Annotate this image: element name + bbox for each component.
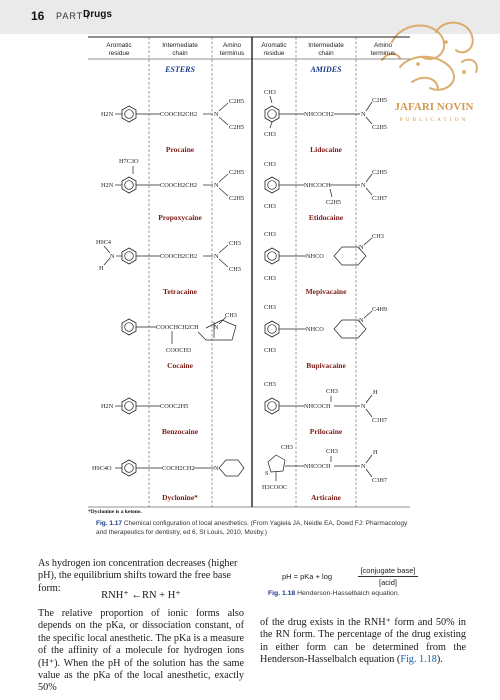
prilocaine-name: Prilocaine — [309, 427, 343, 436]
hdr-l-aromatic-2: residue — [108, 50, 130, 57]
svg-text:COOC2H5: COOC2H5 — [160, 403, 189, 410]
svg-text:C2H5: C2H5 — [372, 97, 388, 104]
svg-text:C2H5: C2H5 — [229, 195, 245, 202]
equation-caption-text: Henderson-Hasselbalch equation. — [297, 590, 400, 597]
equation-caption — [268, 590, 400, 597]
svg-text:COOCH2CH2: COOCH2CH2 — [160, 111, 198, 118]
svg-text:N: N — [361, 463, 366, 470]
articaine-structure — [262, 444, 387, 491]
svg-text:C2H5: C2H5 — [229, 98, 245, 105]
svg-text:C2H5: C2H5 — [229, 124, 245, 131]
procaine-name: Procaine — [165, 145, 195, 154]
pka-paragraph: The relative proportion of ionic forms also depends on the pKa, or dissociation constant, of the specific local anesthetic. The pKa is a measure of the affinity of a molecule for hydrogen ions (H⁺). When the pH of the solution has the same value as the pKa of the local anesthetic, exactly 50% — [38, 608, 244, 694]
fraction-bar — [358, 576, 418, 577]
tetracaine-structure — [96, 239, 241, 273]
propoxycaine-name: Propoxycaine — [158, 213, 202, 222]
hdr-r-aromatic-2: residue — [263, 50, 285, 57]
svg-text:N: N — [214, 324, 219, 331]
left-column — [38, 558, 244, 695]
svg-text:NHCOCH: NHCOCH — [304, 463, 331, 470]
svg-text:COCH2CH2: COCH2CH2 — [162, 465, 195, 472]
svg-text:CH3: CH3 — [264, 203, 276, 210]
svg-text:H: H — [99, 265, 104, 272]
anesthetics-figure — [88, 36, 410, 518]
svg-text:C3H7: C3H7 — [372, 477, 388, 484]
prilocaine-structure — [264, 381, 387, 424]
svg-text:C2H5: C2H5 — [372, 169, 388, 176]
svg-text:CH3: CH3 — [264, 275, 276, 282]
tetracaine-name: Tetracaine — [163, 287, 197, 296]
lidocaine-structure — [264, 89, 387, 138]
bupivacaine-structure — [264, 304, 387, 354]
etidocaine-structure — [264, 161, 387, 210]
svg-text:H2N: H2N — [101, 111, 114, 118]
svg-text:NHCOCH: NHCOCH — [304, 403, 331, 410]
hdr-l-aromatic-1: Aromatic — [106, 42, 132, 49]
svg-text:CH3: CH3 — [229, 266, 241, 273]
svg-text:COOCH2CH2: COOCH2CH2 — [160, 253, 198, 260]
mepivacaine-structure — [264, 231, 384, 282]
hdr-l-amino-2: terminus — [219, 50, 245, 57]
svg-text:H: H — [373, 449, 378, 456]
svg-text:N: N — [359, 317, 364, 324]
svg-text:C3H7: C3H7 — [372, 195, 388, 202]
amides-label: AMIDES — [310, 65, 342, 74]
procaine-structure — [101, 98, 244, 131]
hdr-l-amino-1: Amino — [222, 42, 242, 49]
svg-text:N: N — [361, 111, 366, 118]
svg-text:CH3: CH3 — [264, 131, 276, 138]
svg-text:CH3: CH3 — [264, 347, 276, 354]
svg-text:H3COOC: H3COOC — [262, 484, 288, 491]
svg-text:CH3: CH3 — [281, 444, 293, 451]
svg-text:C2H5: C2H5 — [326, 199, 342, 206]
etidocaine-name: Etidocaine — [308, 213, 344, 222]
bupivacaine-name: Bupivacaine — [306, 361, 346, 370]
figure-footnote: *Dyclonine is a ketone. — [88, 509, 142, 515]
svg-text:N: N — [214, 465, 219, 472]
svg-text:S: S — [265, 470, 269, 477]
svg-text:CH3: CH3 — [264, 231, 276, 238]
svg-text:CH3: CH3 — [264, 304, 276, 311]
intro-paragraph: As hydrogen ion concentration decreases (higher pH), the equilibrium shifts toward the free base form: — [38, 558, 238, 594]
cocaine-structure — [122, 312, 237, 354]
benzocaine-name: Benzocaine — [161, 427, 199, 436]
figure-caption — [96, 519, 416, 538]
svg-text:CH3: CH3 — [264, 381, 276, 388]
section-title: Drugs — [83, 9, 112, 20]
svg-text:CH3: CH3 — [264, 161, 276, 168]
fig-1-18-link[interactable]: Fig. 1.18 — [400, 654, 437, 666]
svg-text:N: N — [361, 403, 366, 410]
svg-text:H2N: H2N — [101, 182, 114, 189]
svg-text:C2H5: C2H5 — [229, 169, 245, 176]
svg-text:H2N: H2N — [101, 403, 114, 410]
equilibrium-equation: RNH⁺ ←RN + H⁺ — [101, 590, 181, 601]
right-column — [260, 617, 466, 667]
hdr-r-intermediate-2: chain — [318, 50, 334, 57]
svg-text:H9C4: H9C4 — [96, 239, 112, 246]
svg-text:CH3: CH3 — [372, 233, 384, 240]
articaine-name: Articaine — [311, 493, 341, 502]
henderson-hasselbalch-equation — [260, 567, 460, 587]
lidocaine-name: Lidocaine — [310, 145, 342, 154]
svg-text:COOCHCH2CH: COOCHCH2CH — [156, 324, 199, 331]
hdr-l-intermediate-1: Intermediate — [162, 42, 198, 49]
svg-text:NHCOCH: NHCOCH — [304, 182, 331, 189]
svg-text:NHCO: NHCO — [306, 253, 324, 260]
hdr-r-amino-1: Amino — [373, 42, 393, 49]
esters-label: ESTERS — [165, 65, 195, 74]
equation-numerator: [conjugate base] — [360, 566, 416, 575]
svg-text:N: N — [214, 111, 219, 118]
svg-text:CH3: CH3 — [225, 312, 237, 319]
svg-text:NHCOCH2: NHCOCH2 — [304, 111, 334, 118]
svg-text:H7C3O: H7C3O — [119, 158, 139, 165]
benzocaine-structure — [101, 398, 188, 414]
hdr-l-intermediate-2: chain — [172, 50, 188, 57]
publisher-name: JAFARI NOVIN — [394, 101, 474, 113]
svg-text:CH3: CH3 — [326, 448, 338, 455]
svg-text:C4H9: C4H9 — [372, 306, 388, 313]
svg-text:C3H7: C3H7 — [372, 417, 388, 424]
svg-text:COOCH3: COOCH3 — [166, 347, 192, 354]
svg-text:N: N — [214, 253, 219, 260]
svg-text:CH3: CH3 — [264, 89, 276, 96]
hdr-r-amino-2: terminus — [370, 50, 396, 57]
svg-text:CH3: CH3 — [326, 388, 338, 395]
svg-text:COOCH2CH2: COOCH2CH2 — [160, 182, 198, 189]
equation-denominator: [acid] — [379, 578, 397, 587]
svg-text:N: N — [110, 253, 115, 260]
equation-lhs: pH = pKa + log — [282, 572, 333, 581]
cocaine-name: Cocaine — [167, 361, 193, 370]
right-paragraph-end: ). — [436, 654, 443, 666]
svg-text:N: N — [361, 182, 366, 189]
propoxycaine-structure — [101, 158, 244, 202]
svg-text:H9C4O: H9C4O — [92, 465, 112, 472]
equation-caption-label: Fig. 1.18 — [268, 590, 296, 597]
hdr-r-intermediate-1: Intermediate — [308, 42, 344, 49]
svg-text:H: H — [373, 389, 378, 396]
svg-text:N: N — [214, 182, 219, 189]
part-label: PART I — [56, 11, 91, 21]
figure-caption-text: Chemical configuration of local anesthetics. (From Yagiela JA, Neidle EA, Dowd FJ: Pharmacology and therapeutics for dentistry, ed 6, St Louis, 2010, Mosby.) — [96, 520, 408, 537]
page-number: 16 — [31, 9, 45, 23]
publisher-subtitle: PUBLICATION — [399, 117, 469, 123]
right-paragraph-start: of the drug exists in the RNH⁺ form and 50% in the RN form. The percentage of the drug existing in either form can be determined from the Henderson-Hasselbalch equation ( — [260, 617, 466, 666]
svg-text:NHCO: NHCO — [306, 326, 324, 333]
mepivacaine-name: Mepivacaine — [305, 287, 347, 296]
hdr-r-aromatic-1: Aromatic — [261, 42, 287, 49]
svg-text:N: N — [359, 244, 364, 251]
svg-text:C2H5: C2H5 — [372, 124, 388, 131]
dyclonine-structure — [92, 460, 244, 476]
svg-text:CH3: CH3 — [229, 240, 241, 247]
figure-caption-label: Fig. 1.17 — [96, 520, 123, 527]
dyclonine-name: Dyclonine* — [162, 493, 198, 502]
